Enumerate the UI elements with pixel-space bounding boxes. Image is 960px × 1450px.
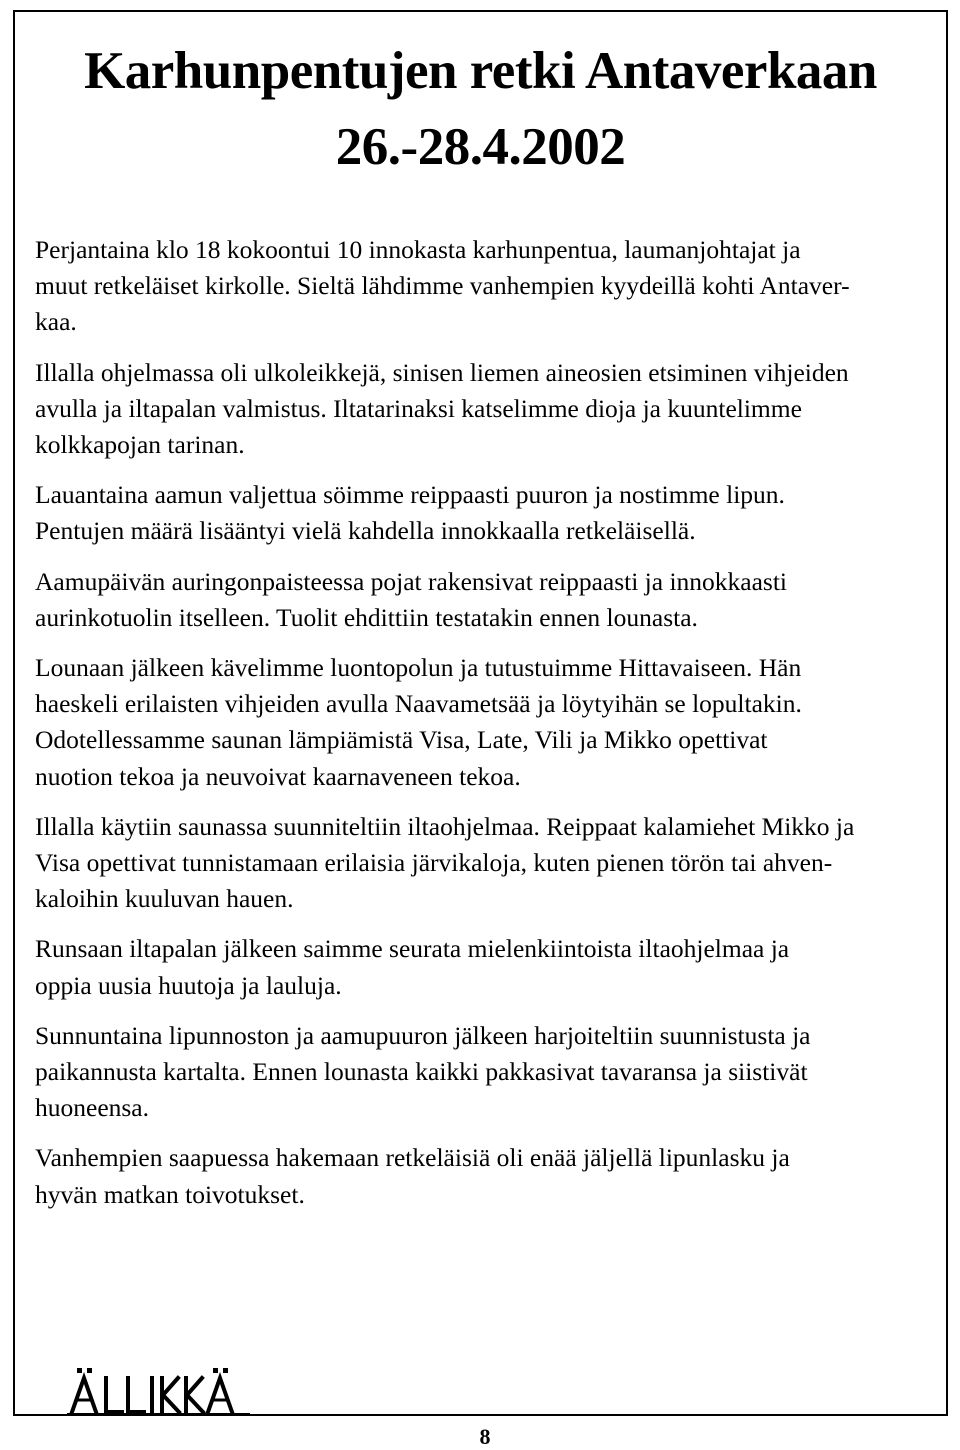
paragraph xyxy=(35,931,931,1003)
text-line: Lauantaina aamun valjettua söimme reippaasti puuron ja nostimme lipun. xyxy=(35,480,785,510)
text-line: Perjantaina klo 18 kokoontui 10 innokasta karhunpentua, laumanjohtajat ja xyxy=(35,235,801,264)
text-line: Aamupäivän auringonpaisteessa pojat rakensivat reippaasti ja innokkaasti xyxy=(35,566,788,596)
text-line: kaa. xyxy=(35,307,77,337)
text-line: kaloihin kuuluvan hauen. xyxy=(35,884,294,914)
text-line: Pentujen määrä lisääntyi vielä kahdella innokkaalla retkeläisellä. xyxy=(35,516,696,546)
text-line: Vanhempien saapuessa hakemaan retkeläisiä oli enää jäljellä lipunlasku ja xyxy=(35,1143,790,1173)
paragraph xyxy=(35,564,931,636)
text-line: Odotellessamme saunan lämpiämistä Visa, Late, Vili ja Mikko opettivat xyxy=(35,725,768,755)
paragraph xyxy=(35,650,931,795)
text-line: Illalla käytiin saunassa suunniteltiin iltaohjelmaa. Reippaat kalamiehet Mikko ja xyxy=(35,811,855,841)
paragraph xyxy=(35,809,931,918)
paragraph xyxy=(35,355,931,464)
text-line: muut retkeläiset kirkolle. Sieltä lähdimme vanhempien kyydeillä kohti Antaver- xyxy=(35,271,850,301)
paragraph xyxy=(35,1140,931,1212)
article-body xyxy=(35,232,931,1213)
text-line: oppia uusia huutoja ja lauluja. xyxy=(35,970,342,1000)
text-line: haeskeli erilaisten vihjeiden avulla Naavametsää ja löytyihän se lopultakin. xyxy=(35,689,802,719)
text-line: hyvän matkan toivotukset. xyxy=(35,1179,305,1209)
text-line: aurinkotuolin itselleen. Tuolit ehdittiin testatakin ennen lounasta. xyxy=(35,602,698,632)
text-line: Lounaan jälkeen kävelimme luontopolun ja tutustuimme Hittavaiseen. Hän xyxy=(35,653,802,683)
page-number: 8 xyxy=(470,1424,500,1450)
allikka-logo xyxy=(66,1364,251,1420)
text-line: Runsaan iltapalan jälkeen saimme seurata mielenkiintoista iltaohjelmaa ja xyxy=(35,934,790,964)
text-line: paikannusta kartalta. Ennen lounasta kaikki pakkasivat tavaransa ja siistivät xyxy=(35,1057,808,1087)
page-title-date: 26.-28.4.2002 xyxy=(335,118,626,176)
text-line: Visa opettivat tunnistamaan erilaisia järvikaloja, kuten pienen törön tai ahven- xyxy=(35,848,833,878)
text-line: kolkkapojan tarinan. xyxy=(35,430,245,460)
text-line: avulla ja iltapalan valmistus. Iltatarinaksi katselimme dioja ja kuuntelimme xyxy=(35,393,802,423)
paragraph xyxy=(35,232,931,341)
text-line: Illalla ohjelmassa oli ulkoleikkejä, sinisen liemen aineosien etsiminen vihjeiden xyxy=(35,357,849,387)
text-line: Sunnuntaina lipunnoston ja aamupuuron jälkeen harjoiteltiin suunnistusta ja xyxy=(35,1020,811,1050)
page-title: Karhunpentujen retki Antaverkaan xyxy=(84,42,877,100)
text-line: nuotion tekoa ja neuvoivat kaarnaveneen tekoa. xyxy=(35,761,521,791)
text-line: huoneensa. xyxy=(35,1093,150,1123)
paragraph xyxy=(35,1018,931,1127)
paragraph xyxy=(35,477,931,549)
